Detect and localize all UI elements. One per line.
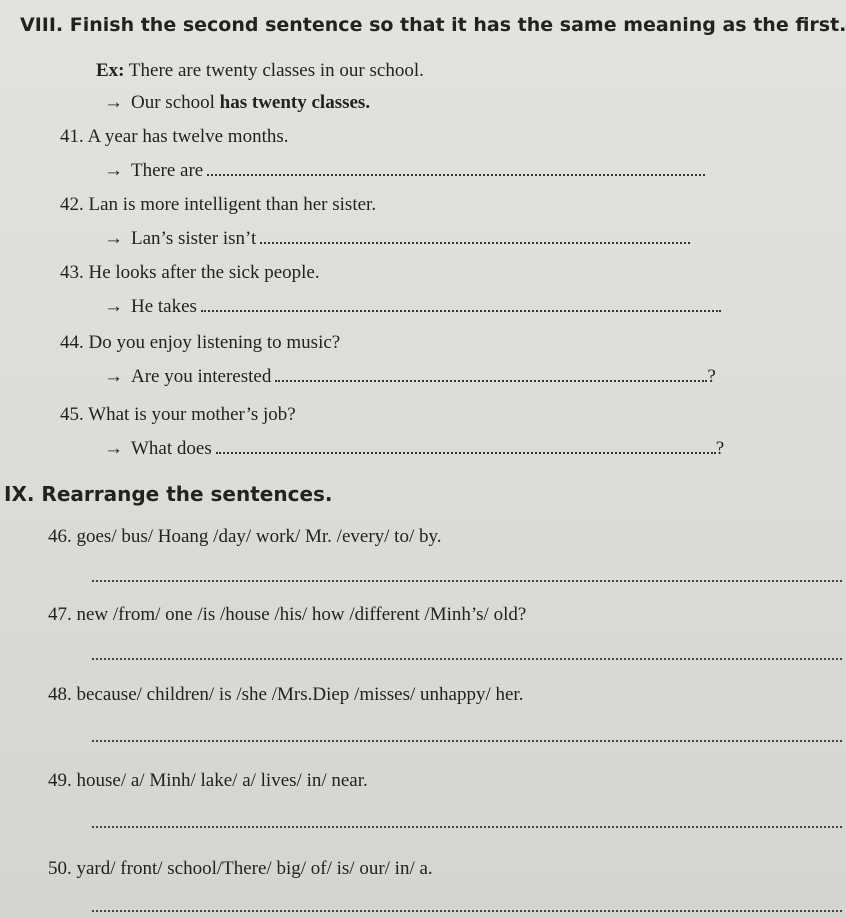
rearrange-number: 47.: [48, 604, 72, 625]
arrow-icon: →: [104, 160, 123, 181]
answer-end: ?: [715, 438, 725, 459]
rearrange-47: [48, 604, 526, 626]
arrow-icon: →: [104, 366, 123, 387]
question-number: 44.: [60, 332, 84, 353]
answer-42: [104, 228, 690, 250]
answer-line-46[interactable]: [92, 580, 842, 582]
answer-line-50[interactable]: [92, 910, 842, 912]
answer-end: ?: [707, 366, 716, 387]
rearrange-number: 50.: [48, 858, 72, 879]
rearrange-number: 46.: [48, 526, 72, 547]
answer-prompt: He takes: [131, 296, 197, 317]
answer-prompt: What does: [131, 438, 212, 459]
answer-blank-43[interactable]: [201, 296, 721, 312]
answer-prompt: Are you interested: [131, 366, 272, 387]
rearrange-48: [48, 684, 523, 706]
rearrange-number: 48.: [48, 684, 72, 705]
answer-blank-45[interactable]: [216, 438, 716, 454]
answer-blank-44[interactable]: [275, 366, 707, 382]
answer-blank-41[interactable]: [207, 160, 705, 176]
question-sentence: A year has twelve months.: [87, 126, 289, 147]
question-45: [60, 404, 296, 426]
rearrange-46: [48, 526, 442, 548]
question-sentence: He looks after the sick people.: [88, 262, 320, 283]
answer-41: [104, 160, 705, 182]
answer-prompt: There are: [131, 160, 204, 181]
rearrange-49: [48, 770, 368, 792]
question-sentence: What is your mother’s job?: [88, 404, 296, 425]
section-8-title: VIII. Finish the second sentence so that it has the same meaning as the first.: [20, 14, 846, 36]
question-sentence: Lan is more intelligent than her sister.: [88, 194, 377, 215]
example-sentence: There are twenty classes in our school.: [128, 60, 424, 81]
rearrange-words: yard/ front/ school/There/ big/ of/ is/ our/ in/ a.: [76, 858, 433, 879]
rearrange-number: 49.: [48, 770, 72, 791]
question-41: [60, 126, 289, 148]
answer-line-47[interactable]: [92, 658, 842, 660]
answer-prompt: Lan’s sister isn’t: [131, 228, 257, 249]
answer-line-48[interactable]: [92, 740, 842, 742]
question-sentence: Do you enjoy listening to music?: [88, 332, 341, 353]
question-44: [60, 332, 340, 354]
rearrange-50: [48, 858, 433, 880]
answer-43: [104, 296, 721, 318]
rearrange-words: goes/ bus/ Hoang /day/ work/ Mr. /every/ to/ by.: [76, 526, 442, 547]
answer-44: [104, 366, 716, 388]
rearrange-words: new /from/ one /is /house /his/ how /different /Minh’s/ old?: [76, 604, 527, 625]
arrow-icon: →: [104, 438, 123, 459]
rearrange-words: because/ children/ is /she /Mrs.Diep /misses/ unhappy/ her.: [76, 684, 524, 705]
example-label: Ex:: [96, 60, 125, 81]
example-answer-line: [104, 92, 370, 114]
example-line: [96, 60, 424, 82]
arrow-icon: →: [104, 228, 123, 249]
question-number: 42.: [60, 194, 84, 215]
arrow-icon: →: [104, 296, 123, 317]
example-answer-start: Our school: [131, 92, 220, 113]
question-43: [60, 262, 320, 284]
question-number: 45.: [60, 404, 84, 425]
answer-45: [104, 438, 724, 460]
rearrange-words: house/ a/ Minh/ lake/ a/ lives/ in/ near.: [76, 770, 368, 791]
example-answer-bold: has twenty classes.: [219, 92, 371, 113]
section-9-title: IX. Rearrange the sentences.: [4, 482, 333, 506]
answer-line-49[interactable]: [92, 826, 842, 828]
question-number: 41.: [60, 126, 84, 147]
arrow-icon: →: [104, 92, 123, 113]
answer-blank-42[interactable]: [260, 228, 690, 244]
question-number: 43.: [60, 262, 84, 283]
question-42: [60, 194, 376, 216]
